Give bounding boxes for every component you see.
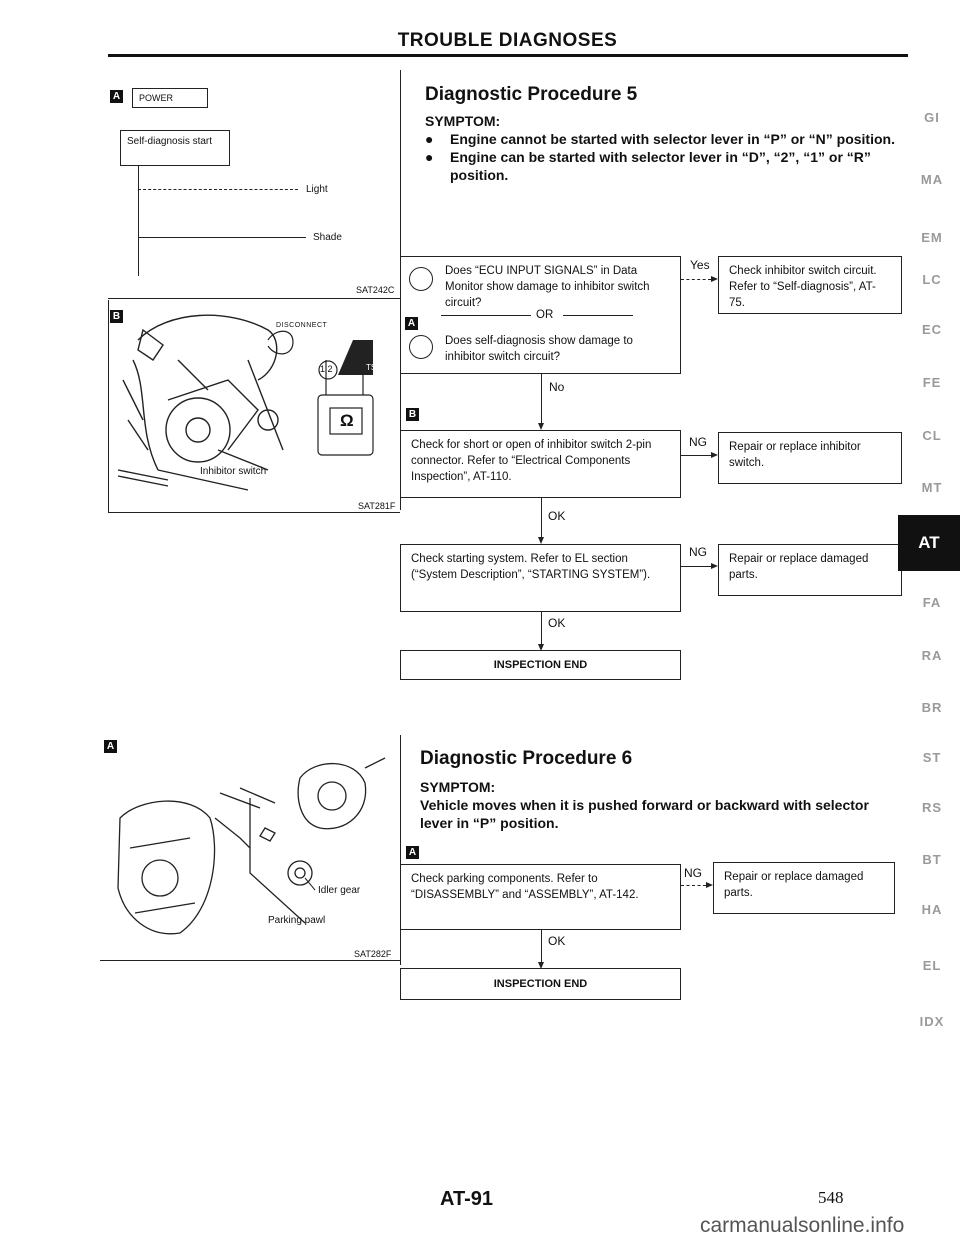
proc6-ng-action-box bbox=[713, 862, 895, 914]
proc6-inspection-end-box bbox=[400, 968, 681, 1000]
arrow-down bbox=[538, 423, 544, 430]
figure-parking-components bbox=[100, 738, 400, 960]
self-diag-icon bbox=[409, 335, 433, 359]
ng-action-2-text: Repair or replace damaged parts. bbox=[729, 553, 869, 581]
yes-action-text: Check inhibitor switch circuit. Refer to “Self-diagnosis”, AT-75. bbox=[729, 265, 877, 309]
section-tab-at[interactable]: AT bbox=[898, 515, 960, 571]
section-tab-idx[interactable]: IDX bbox=[919, 1014, 945, 1029]
inspection-end-label: INSPECTION END bbox=[493, 659, 588, 671]
connector-pins: 1 2 bbox=[320, 364, 333, 374]
disconnect-label: DISCONNECT bbox=[276, 322, 328, 329]
consult-icon bbox=[409, 267, 433, 291]
procedure-6-symptom-text: Vehicle moves when it is pushed forward or backward with selector lever in “P” position. bbox=[420, 797, 869, 831]
step-3-text: Check starting system. Refer to EL section (“System Description”, “STARTING SYSTEM”). bbox=[411, 553, 651, 581]
section-tab-el[interactable]: EL bbox=[922, 958, 942, 973]
figure-code: SAT242C bbox=[356, 285, 395, 295]
figure-tag: B bbox=[110, 310, 123, 323]
light-label: Light bbox=[306, 184, 328, 195]
ok-label: OK bbox=[548, 934, 566, 948]
power-box bbox=[132, 88, 208, 108]
section-tab-ma[interactable]: MA bbox=[920, 172, 944, 187]
step-tag-a: A bbox=[405, 317, 418, 330]
yes-action-box bbox=[718, 256, 902, 314]
section-tab-br[interactable]: BR bbox=[921, 700, 943, 715]
arrow-down bbox=[538, 537, 544, 544]
section-tab-rs[interactable]: RS bbox=[921, 800, 943, 815]
section-tab-bt[interactable]: BT bbox=[922, 852, 942, 867]
procedure-5-symptom-label: SYMPTOM: bbox=[425, 113, 501, 129]
parking-pawl-label: Parking pawl bbox=[268, 915, 326, 926]
figure-self-diagnosis bbox=[108, 80, 400, 298]
page-title: TROUBLE DIAGNOSES bbox=[397, 30, 618, 51]
proc6-ng-action-text: Repair or replace damaged parts. bbox=[724, 871, 864, 899]
figure-code: SAT281F bbox=[358, 501, 396, 511]
power-label: POWER bbox=[139, 93, 174, 103]
section-tab-lc[interactable]: LC bbox=[922, 272, 942, 287]
ng-action-1-text: Repair or replace inhibitor switch. bbox=[729, 441, 861, 469]
question-box bbox=[400, 256, 681, 374]
figure-code: SAT282F bbox=[354, 949, 392, 959]
inspection-end-box bbox=[400, 650, 681, 680]
symptom-bullet-2: Engine can be started with selector lever in “D”, “2”, “1” or “R” position. bbox=[450, 149, 871, 183]
proc6-step-1-box bbox=[400, 864, 681, 930]
ng-label: NG bbox=[684, 866, 702, 880]
step-3-box bbox=[400, 544, 681, 612]
figure-tag: A bbox=[110, 90, 123, 103]
section-tab-em[interactable]: EM bbox=[921, 230, 943, 245]
section-tab-ec[interactable]: EC bbox=[921, 322, 943, 337]
header-rule bbox=[108, 54, 908, 57]
page-number: 548 bbox=[818, 1188, 844, 1207]
arrow-right bbox=[706, 882, 713, 888]
ng-action-1-box bbox=[718, 432, 902, 484]
yes-label: Yes bbox=[690, 258, 710, 272]
section-tab-ra[interactable]: RA bbox=[921, 648, 943, 663]
step-2-box bbox=[400, 430, 681, 498]
page-code: AT-91 bbox=[440, 1188, 493, 1210]
step-tag-a: A bbox=[406, 846, 419, 859]
figure-inhibitor-switch bbox=[108, 300, 400, 512]
section-tab-fe[interactable]: FE bbox=[922, 375, 942, 390]
question-1-text: Does “ECU INPUT SIGNALS” in Data Monitor show damage to inhibitor switch circuit? bbox=[445, 265, 650, 309]
parking-components-illustration bbox=[100, 738, 400, 960]
procedure-6-symptom-label: SYMPTOM: bbox=[420, 779, 496, 795]
shade-label: Shade bbox=[313, 232, 342, 243]
step-tag-b: B bbox=[406, 408, 419, 421]
no-label: No bbox=[549, 380, 565, 394]
section-tab-ha[interactable]: HA bbox=[921, 902, 943, 917]
proc6-inspection-end-label: INSPECTION END bbox=[493, 978, 588, 990]
svg-text:TS: TS bbox=[366, 363, 377, 372]
ok-label-1: OK bbox=[548, 509, 566, 523]
inhibitor-label: Inhibitor switch bbox=[200, 466, 267, 477]
section-tab-cl[interactable]: CL bbox=[922, 428, 942, 443]
ng-label-2: NG bbox=[689, 545, 707, 559]
watermark: carmanualsonline.info bbox=[700, 1214, 905, 1237]
self-diag-label: Self-diagnosis start bbox=[127, 136, 213, 147]
step-2-text: Check for short or open of inhibitor switch 2-pin connector. Refer to “Electrical Components Inspection”, AT-110. bbox=[411, 439, 652, 483]
section-tab-st[interactable]: ST bbox=[922, 750, 942, 765]
ok-label-2: OK bbox=[548, 616, 566, 630]
figure-tag: A bbox=[104, 740, 117, 753]
section-tab-gi[interactable]: GI bbox=[924, 110, 940, 125]
ng-action-2-box bbox=[718, 544, 902, 596]
arrow-right bbox=[711, 452, 718, 458]
section-tab-mt[interactable]: MT bbox=[921, 480, 943, 495]
proc6-step-1-text: Check parking components. Refer to “DISASSEMBLY” and “ASSEMBLY”, AT-142. bbox=[411, 873, 639, 901]
or-label: OR bbox=[536, 309, 554, 321]
question-2-text: Does self-diagnosis show damage to inhibitor switch circuit? bbox=[445, 335, 633, 363]
arrow-right bbox=[711, 563, 718, 569]
procedure-6-title: Diagnostic Procedure 6 bbox=[420, 748, 633, 769]
section-tab-fa[interactable]: FA bbox=[922, 595, 942, 610]
inhibitor-switch-illustration bbox=[108, 300, 400, 512]
self-diag-box bbox=[120, 130, 230, 166]
procedure-5-title: Diagnostic Procedure 5 bbox=[425, 84, 638, 105]
idler-gear-label: Idler gear bbox=[318, 885, 361, 896]
ng-label-1: NG bbox=[689, 435, 707, 449]
ohmmeter-symbol: Ω bbox=[340, 411, 354, 430]
column-divider-2 bbox=[400, 735, 401, 965]
arrow-right bbox=[711, 276, 718, 282]
symptom-bullet-1: Engine cannot be started with selector lever in “P” or “N” position. bbox=[450, 131, 895, 147]
procedure-5-bullets: ● Engine cannot be started with selector lever in “P” or “N” position. ● Engine can be started with selector lever in “D”, “2”, “1” or “R” position. bbox=[425, 131, 895, 183]
